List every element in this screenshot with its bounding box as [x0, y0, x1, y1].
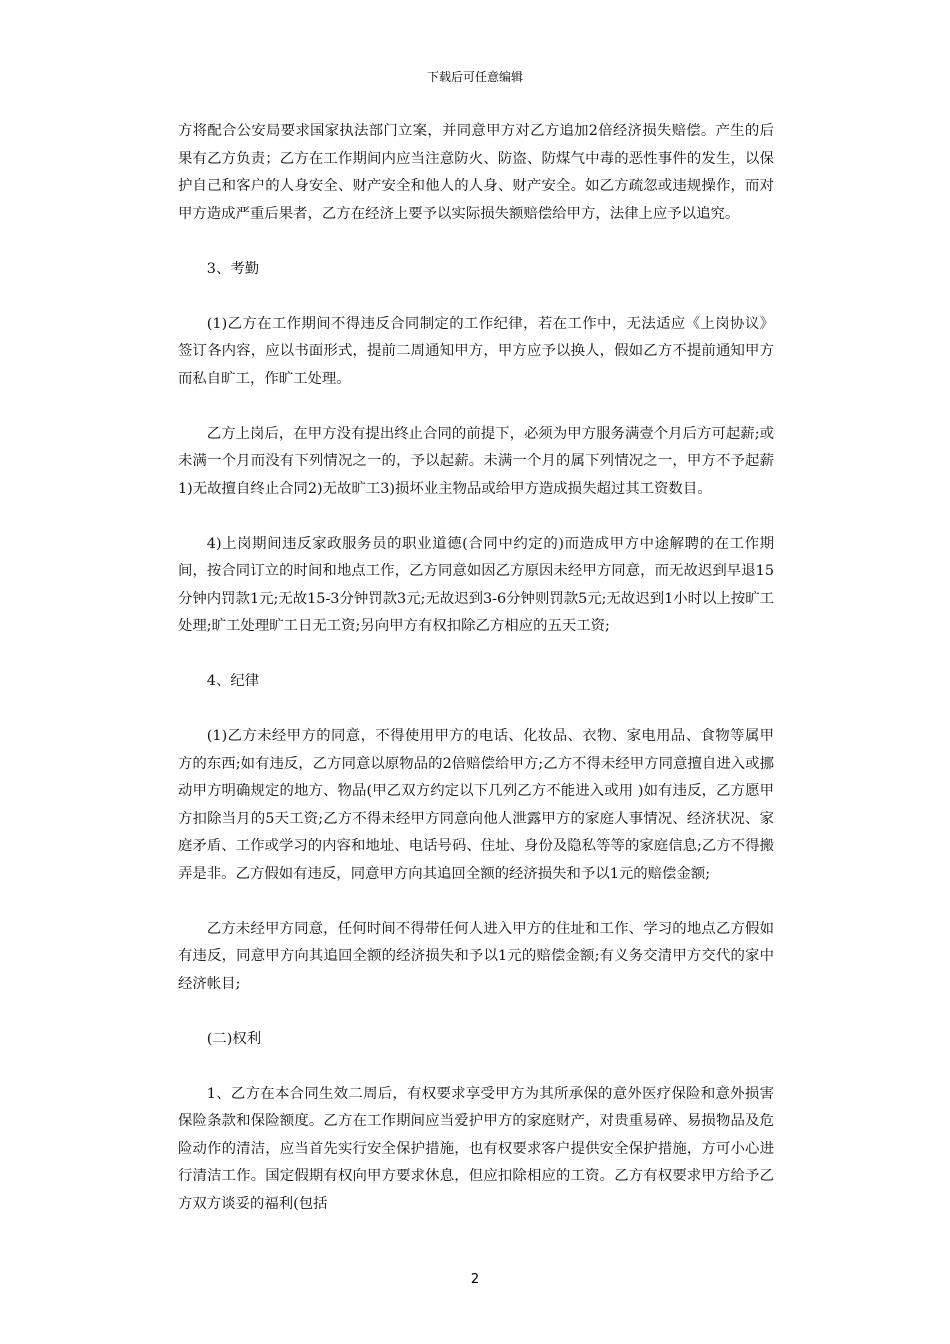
paragraph: (1)乙方在工作期间不得违反合同制定的工作纪律，若在工作中，无法适应《上岗协议》签订各内容，应以书面形式，提前二周通知甲方，甲方应予以换人，假如乙方不提前通知甲方而私自旷工，作旷工处理。	[178, 315, 774, 387]
paragraph: 4)上岗期间违反家政服务员的职业道德(合同中约定的)而造成甲方中途解聘的在工作期间，按合同订立的时间和地点工作，乙方同意如因乙方原因未经甲方同意，而无故迟到早退15分钟内罚款1元;无故15-3分钟罚款3元;无故迟到3-6分钟则罚款5元;无故迟到1小时以上按旷工处理;旷工处理旷工日无工资;另向甲方有权扣除乙方相应的五天工资;	[178, 535, 774, 634]
page-number: 2	[470, 1272, 480, 1287]
section-heading-discipline: 4、纪律	[206, 673, 260, 689]
paragraph: 方将配合公安局要求国家执法部门立案，并同意甲方对乙方追加2倍经济损失赔偿。产生的后果有乙方负责；乙方在工作期间内应当注意防火、防盗、防煤气中毒的恶性事件的发生，以保护自己和客户的人身安全、财产安全和他人的人身、财产安全。如乙方疏忽或违规操作，而对甲方造成严重后果者，乙方在经济上要予以实际损失额赔偿给甲方，法律上应予以追究。	[178, 123, 774, 222]
paragraph: 1、乙方在本合同生效二周后，有权要求享受甲方为其所承保的意外医疗保险和意外损害保险条款和保险额度。乙方在工作期间应当爱护甲方的家庭财产，对贵重易碎、易损物品及危险动作的清洁，应当首先实行安全保护措施，也有权要求客户提供安全保护措施，方可小心进行清洁工作。国定假期有权向甲方要求休息，但应扣除相应的工资。乙方有权要求甲方给予乙方双方谈妥的福利(包括	[178, 1085, 774, 1212]
section-heading-attendance: 3、考勤	[206, 260, 260, 277]
paragraph: 乙方上岗后，在甲方没有提出终止合同的前提下，必须为甲方服务满壹个月后方可起薪;或未满一个月而没有下列情况之一的，予以起薪。未满一个月的属下列情况之一，甲方不予起薪1)无故擅自终止合同2)无故旷工3)损坏业主物品或给甲方造成损失超过其工资数目。	[178, 425, 774, 497]
paragraph: (1)乙方未经甲方的同意，不得使用甲方的电话、化妆品、衣物、家电用品、食物等属甲方的东西;如有违反，乙方同意以原物品的2倍赔偿给甲方;乙方不得未经甲方同意擅自进入或挪动甲方明确规定的地方、物品(甲乙双方约定以下几列乙方不能进入或用 )如有违反，乙方愿甲方扣除当月的5天工资;乙方不得未经甲方同意向他人泄露甲方的家庭人事情况、经济状况、家庭矛盾、工作或学习的内容和地址、电话号码、住址、身份及隐私等等的家庭信息;乙方不得搬弄是非。乙方假如有违反，同意甲方向其追回全额的经济损失和予以1元的赔偿金额;	[178, 728, 774, 882]
document-body	[178, 118, 774, 1246]
page-header: 下载后可任意编辑	[426, 70, 523, 84]
section-heading-rights: (二)权利	[206, 1030, 262, 1047]
paragraph: 乙方未经甲方同意，任何时间不得带任何人进入甲方的住址和工作、学习的地点乙方假如有违反，同意甲方向其追回全额的经济损失和予以1元的赔偿金额;有义务交清甲方交代的家中经济帐目;	[178, 920, 774, 992]
